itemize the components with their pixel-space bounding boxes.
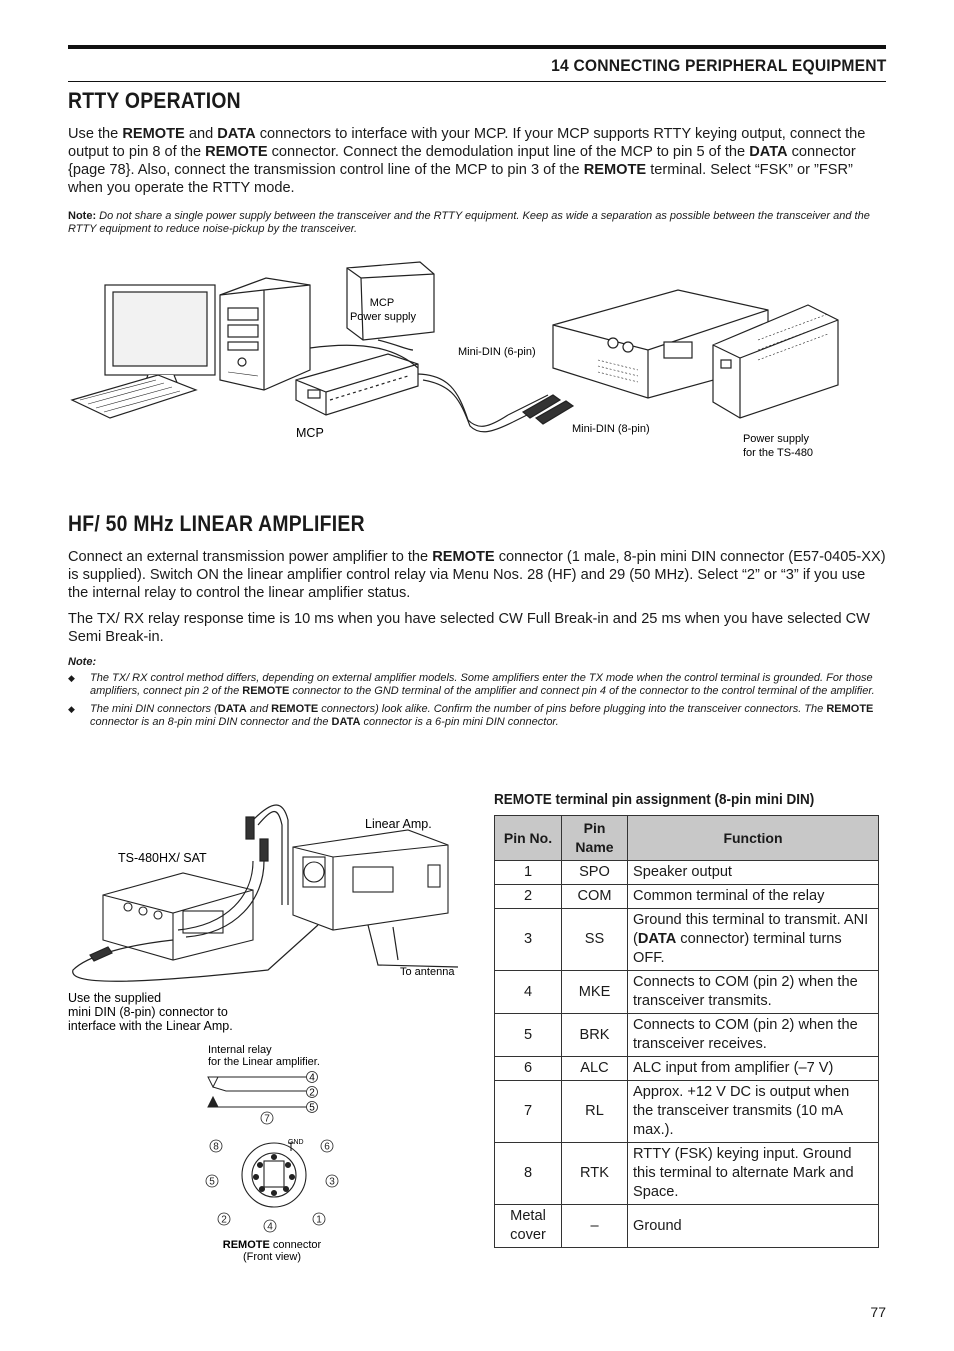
linear-amp-label: Linear Amp. [365,817,432,831]
mini-din-8-label: Mini-DIN (8-pin) [572,423,650,435]
table-row [495,1057,879,1081]
pin-no-cell: 2 [495,885,562,909]
table-row [495,1205,879,1248]
pin-label-5: 5 [209,1176,215,1188]
relay-pin-5: 5 [309,1102,315,1114]
mcp-power-label-1: MCP [369,297,395,309]
rtty-heading: RTTY OPERATION [68,88,241,113]
mini-din-connector [242,1143,306,1207]
function-cell: Speaker output [628,861,879,885]
pin-no-cell: 1 [495,861,562,885]
rtty-note: Note: Do not share a single power supply between the transceiver and the RTTY equipment. Keep as wide a separation as possible between the transceiver and the RTTY equipment to reduce noise-pickup by the transceiver. [68,210,870,235]
table-row [495,1014,879,1057]
function-cell: Ground [628,1205,879,1248]
gnd-label: GND [288,1139,304,1146]
pin-label-2: 2 [221,1214,227,1226]
linear-notes [68,672,886,734]
table-row [495,971,879,1014]
mini-din-6-label: Mini-DIN (6-pin) [458,346,536,358]
relay-symbol [208,1077,306,1107]
pin-name-cell: RL [562,1081,628,1143]
linear-amp-illustration [293,830,448,930]
pin-no-cell: 6 [495,1057,562,1081]
use-supplied-line-2: mini DIN (8-pin) connector to [68,1005,228,1019]
pin-label-1: 1 [316,1214,322,1226]
pin-name-cell: SS [562,909,628,971]
linear-amp-figure [68,795,468,1270]
ts480-label: TS-480HX/ SAT [118,851,207,865]
function-cell: Common terminal of the relay [628,885,879,909]
pin-label-8: 8 [213,1141,219,1153]
col-header-pin-no: Pin No. [495,816,562,861]
rtty-paragraph: Use the REMOTE and DATA connectors to interface with your MCP. If your MCP supports RTTY keying output, connect the output to pin 8 of the REMOTE connector. Connect the demodulation input line of the MCP to pin 5 of the DATA connector {page 78}. Also, connect the transmission control line of the MCP to pin 3 of the REMOTE terminal. Select “FSK” or ”FSR” when you operate the RTTY mode. [68,126,866,196]
pin-name-cell: BRK [562,1014,628,1057]
pin-table-title: REMOTE terminal pin assignment (8-pin mini DIN) [494,791,815,808]
use-supplied-line-3: interface with the Linear Amp. [68,1019,233,1033]
pin-label-6: 6 [324,1141,330,1153]
front-view-caption: (Front view) [242,1251,302,1263]
relay-label-1: Internal relay [208,1044,272,1056]
pin-label-4: 4 [267,1221,273,1233]
chapter-title: 14 CONNECTING PERIPHERAL EQUIPMENT [550,56,886,75]
function-cell: Ground this terminal to transmit. ANI (DATA connector) terminal turns OFF. [628,909,879,971]
note-bullet-2: ◆ The mini DIN connectors (DATA and REMOTE connectors) look alike. Confirm the number of pins before plugging into the transceiver connectors. The REMOTE connector is an 8-pin mini DIN connector and the DATA connector is a 6-pin mini DIN connector. [68,703,886,729]
rtty-connection-figure [68,250,886,465]
mcp-unit-illustration [296,354,418,415]
pin-assignment-table [494,815,879,1248]
pc-monitor-illustration [72,278,310,418]
relay-pin-4: 4 [309,1072,315,1084]
pin-no-cell: 7 [495,1081,562,1143]
table-row [495,885,879,909]
pin-name-cell: RTK [562,1143,628,1205]
pin-name-cell: SPO [562,861,628,885]
pin-label-3: 3 [329,1176,335,1188]
linear-paragraph-2: The TX/ RX relay response time is 10 ms when you have selected CW Full Break-in and 25 ms when you have selected CW Semi Break-in. [68,611,870,645]
pin-name-cell: ALC [562,1057,628,1081]
table-row [495,1081,879,1143]
function-cell: ALC input from amplifier (–7 V) [628,1057,879,1081]
use-supplied-line-1: Use the supplied [68,991,162,1005]
remote-connector-caption: REMOTE connector [222,1239,322,1251]
col-header-function: Function [628,816,879,861]
pin-name-cell: COM [562,885,628,909]
function-cell: Connects to COM (pin 2) when the transceiver transmits. [628,971,879,1014]
page-number: 77 [870,1304,886,1320]
pin-no-cell: 4 [495,971,562,1014]
pin-no-cell: 5 [495,1014,562,1057]
note-bullet-1: ◆ The TX/ RX control method differs, depending on external amplifier models. Some amplifiers enter the TX mode when the control terminal is grounded. For those amplifiers, connect pin 2 of the REMOTE connector to the GND terminal of the amplifier and connect pin 4 of the connector to the control terminal of the amplifier. [68,672,886,698]
pin-name-cell: MKE [562,971,628,1014]
pin-no-cell: 3 [495,909,562,971]
function-cell: RTTY (FSK) keying input. Ground this terminal to alternate Mark and Space. [628,1143,879,1205]
table-row [495,1143,879,1205]
ps-label-1: Power supply [742,433,810,445]
pin-no-cell: Metal cover [495,1205,562,1248]
function-cell: Approx. +12 V DC is output when the transceiver transmits (10 mA max.). [628,1081,879,1143]
transceiver-illustration [103,873,253,960]
linear-note-label: Note: [68,656,97,668]
mcp-label: MCP [296,426,324,440]
linear-heading: HF/ 50 MHz LINEAR AMPLIFIER [68,511,365,536]
linear-paragraph-1: Connect an external transmission power amplifier to the REMOTE connector (1 male, 8-pin mini DIN connector (E57-0405-XX) is supplied). Switch ON the linear amplifier control relay via Menu Nos. 28 (HF) and 29 (50 MHz). Select “2” or “3” if you use the internal relay to control the linear amplifier status. [68,549,886,601]
function-cell: Connects to COM (pin 2) when the transceiver receives. [628,1014,879,1057]
table-row [495,909,879,971]
ps-label-2: for the TS-480 [742,447,814,459]
pin-name-cell: – [562,1205,628,1248]
relay-pin-2: 2 [309,1087,315,1099]
table-header-row [495,816,879,861]
col-header-pin-name: Pin Name [562,816,628,861]
to-antenna-label: To antenna [400,966,455,978]
mcp-power-label-2: Power supply [349,311,417,323]
pin-no-cell: 8 [495,1143,562,1205]
top-rule [68,45,886,49]
relay-pin-labels [307,1072,318,1114]
table-row [495,861,879,885]
chapter-rule [68,81,886,82]
relay-label-2: for the Linear amplifier. [208,1056,320,1068]
pin-label-7: 7 [264,1113,270,1125]
